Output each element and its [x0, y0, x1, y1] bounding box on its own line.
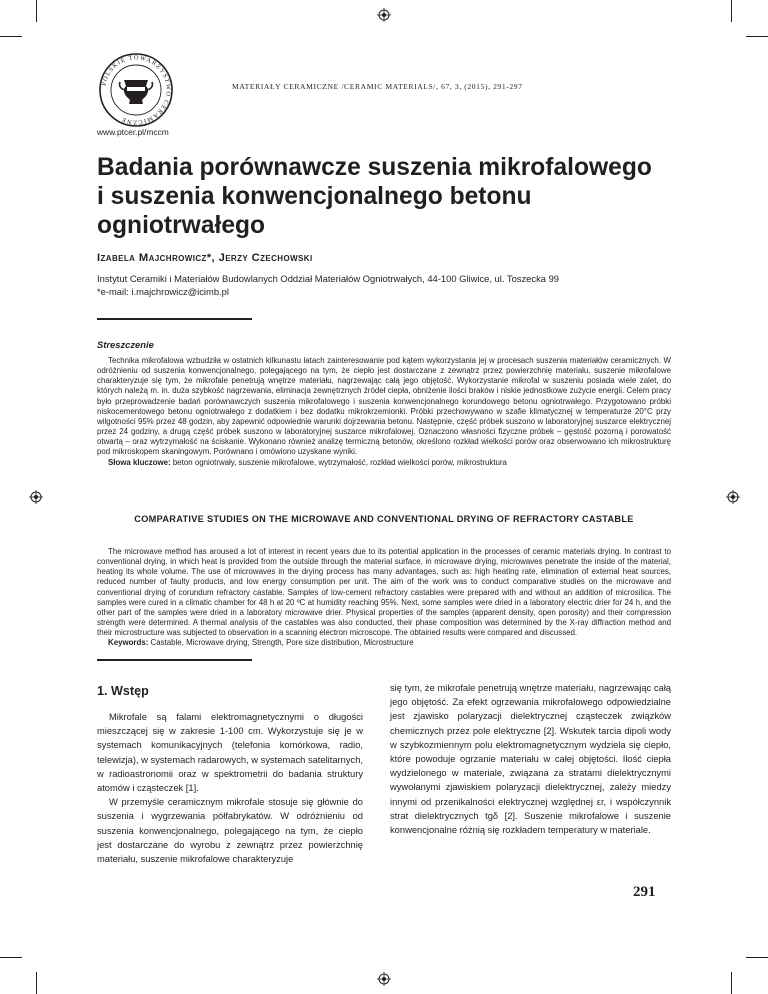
keywords-list: beton ogniotrwały, suszenie mikrofalowe, wytrzymałość, rozkład wielkości porów, mikrostruktura	[172, 457, 507, 467]
author-affiliation	[97, 272, 657, 298]
abstract-english-text: The microwave method has aroused a lot of interest in recent years due to its potential application in the processes of ceramic materials drying. In contrast to conventional drying, in which heat is provided from the outside through the material surface, in microwave drying, microwaves penetrate the inside of the material, heating its whole volume. The use of microwaves in the drying process has many advantages, such as: high heating rate, elimination of external heat sources, reduced number of faulty products, and low energy consumption per unit. The aim of the work was to conduct comparative studies on the microwave and conventional drying of corundum refractory castable. Samples of low-cement refractory castables were prepared with and without an addition of microsilica. The samples were cured in a climatic chamber for 48 h at 20 ºC at humidity reaching 95%. Next, some samples were dried in a laboratory electric drier for 24 h, and the other part of the samples were dried in a laboratory microwave drier. Physical properties of the samples (apparent density, open porosity) and their compression strength were determined. A thermal analysis of the castables was also conducted, their phase composition was determined by the X-ray diffraction method and their microstructure was subjected to observation in a scanning electron microscope. The obtained results were compared and discussed.	[97, 547, 671, 638]
abstract-polish-text: Technika mikrofalowa wzbudziła w ostatnich kilkunastu latach zainteresowanie pod kątem wykorzystania jej w procesach suszenia materiałów ceramicznych. W odróżnieniu od suszenia konwencjonalnego, polegającego na tym, że ciepło jest dostarczane z zewnątrz przez powierzchnię materiału, suszenie mikrofalowe charakteryzuje się tym, że mikrofale penetrują wnętrze materiału, nagrzewając całą jego objętość. Wykorzystanie mikrofal w suszeniu posiada wiele zalet, do których należą m. in. duża szybkość nagrzewania, eliminacja zewnętrznych źródeł ciepła, obniżenie ilości braków i niskie jednostkowe zużycie energii. Celem pracy było przeprowadzenie badań porównawczych suszenia mikrofalowego i suszenia konwencjonalnego korundowego betonu ogniotrwałego. Przygotowano próbki niskocementowego betonu ogniotrwałego z dodatkiem i bez dodatku mikrokrzemionki. Próbki przechowywano w szafie klimatycznej w temperaturze 20°C przy wilgotności 95% przez 48 godzin, aby zapewnić odpowiednie warunki dojrzewania betonu. Następnie, część próbek suszono w laboratoryjnej suszarce elektrycznej przez 24 godziny, a drugą część próbek suszono w laboratoryjnej suszarce mikrofalowej. Oznaczono własności fizyczne próbek – gęstość pozorną i porowatość otwartą – oraz wytrzymałość na ściskanie. Wykonano również analizę termiczną betonów, określono rozkład wielkości porów oraz obserwowano ich mikrostrukturę pod mikroskopem skaningowym. Porównano i omówiono uzyskane wyniki.	[97, 356, 671, 457]
registration-mark-icon	[377, 972, 391, 986]
society-logo	[96, 50, 176, 130]
body-paragraph: W przemyśle ceramicznym mikrofale stosuje się głównie do suszenia i wygrzewania półfabrykatów. W odróżnieniu od suszenia konwencjonalnego, polegającego na tym, że ciepło jest dostarczane do wyrobu z zewnątrz przez powierzchnię materiału, suszenie mikrofalowe charakteryzuje	[97, 797, 363, 865]
crop-mark	[746, 36, 768, 37]
section-heading: 1. Wstęp	[97, 684, 149, 698]
registration-mark-icon	[377, 8, 391, 22]
crop-mark	[731, 0, 732, 22]
english-title: COMPARATIVE STUDIES ON THE MICROWAVE AND CONVENTIONAL DRYING OF REFRACTORY CASTABLE	[134, 514, 634, 524]
page-number: 291	[633, 884, 656, 900]
article-title: Badania porównawcze suszenia mikrofalowego i suszenia konwencjonalnego betonu ogniotrwałego	[97, 154, 652, 239]
crop-mark	[746, 957, 768, 958]
divider	[97, 318, 252, 320]
keywords-english	[97, 638, 671, 648]
keywords-polish	[97, 458, 671, 468]
crop-mark	[36, 972, 37, 994]
keywords-label: Keywords:	[108, 638, 149, 648]
abstract-heading: Streszczenie	[97, 339, 154, 350]
crop-mark	[0, 36, 22, 37]
journal-website-link[interactable]: www.ptcer.pl/mccm	[97, 127, 169, 137]
registration-mark-icon	[726, 490, 740, 504]
abstract-english	[97, 547, 671, 649]
body-column-right	[390, 681, 671, 837]
crop-mark	[36, 0, 37, 22]
corresponding-email: *e-mail: i.majchrowicz@icimb.pl	[97, 286, 229, 297]
journal-citation: MATERIAŁY CERAMICZNE /CERAMIC MATERIALS/, 67, 3, (2015), 291-297	[232, 82, 523, 91]
keywords-list: Castable, Microwave drying, Strength, Pore size distribution, Microstructure	[150, 638, 414, 648]
abstract-polish	[97, 356, 671, 468]
article-authors: Izabela Majchrowicz*, Jerzy Czechowski	[97, 252, 313, 264]
divider	[97, 659, 252, 661]
affiliation-line: Instytut Ceramiki i Materiałów Budowlanych Oddział Materiałów Ogniotrwałych, 44-100 Gliwice, ul. Toszecka 99	[97, 273, 560, 284]
registration-mark-icon	[29, 490, 43, 504]
svg-text:POLSKIE TOWARZYSTWO CERAMICZNE: POLSKIE TOWARZYSTWO CERAMICZNE	[100, 54, 172, 126]
crop-mark	[731, 972, 732, 994]
body-paragraph: Mikrofale są falami elektromagnetycznymi o długości mieszczącej się w zakresie 1-100 cm. Wykorzystuje się je w systemach komunikacyjnych (telefonia komórkowa, radio, telewizja), w systemach radarowych, w systemach satelitarnych, w radioastronomii oraz w spektrometrii do badania struktury atomów i cząsteczek [1].	[97, 712, 363, 794]
body-paragraph: się tym, że mikrofale penetrują wnętrze materiału, nagrzewając całą jego objętość. Za efekt ogrzewania mikrofalowego odpowiedzialne jest zjawisko polaryzacji dielektrycznej cząsteczek związków chemicznych przez pole elektryczne [2]. Wskutek tarcia dipoli wody w szybkozmiennym polu elektromagnetycznym wydziela się ciepło, które powoduje ogrzanie materiału w całej objętości. Ilość ciepła wydzielonego w materiale, związana za stratami dielektrycznymi wywołanymi zjawiskiem polaryzacji dielektrycznej, zależy miedzy innymi od przenikalności elektrycznej względnej εr, i współczynnik strat dielektrycznych tgδ [2]. Suszenie mikrofalowe i suszenie konwencjonalne różnią się rozkładem temperatury w materiale.	[390, 683, 671, 836]
crop-mark	[0, 957, 22, 958]
body-column-left	[97, 710, 363, 866]
keywords-label: Słowa kluczowe:	[108, 457, 171, 467]
